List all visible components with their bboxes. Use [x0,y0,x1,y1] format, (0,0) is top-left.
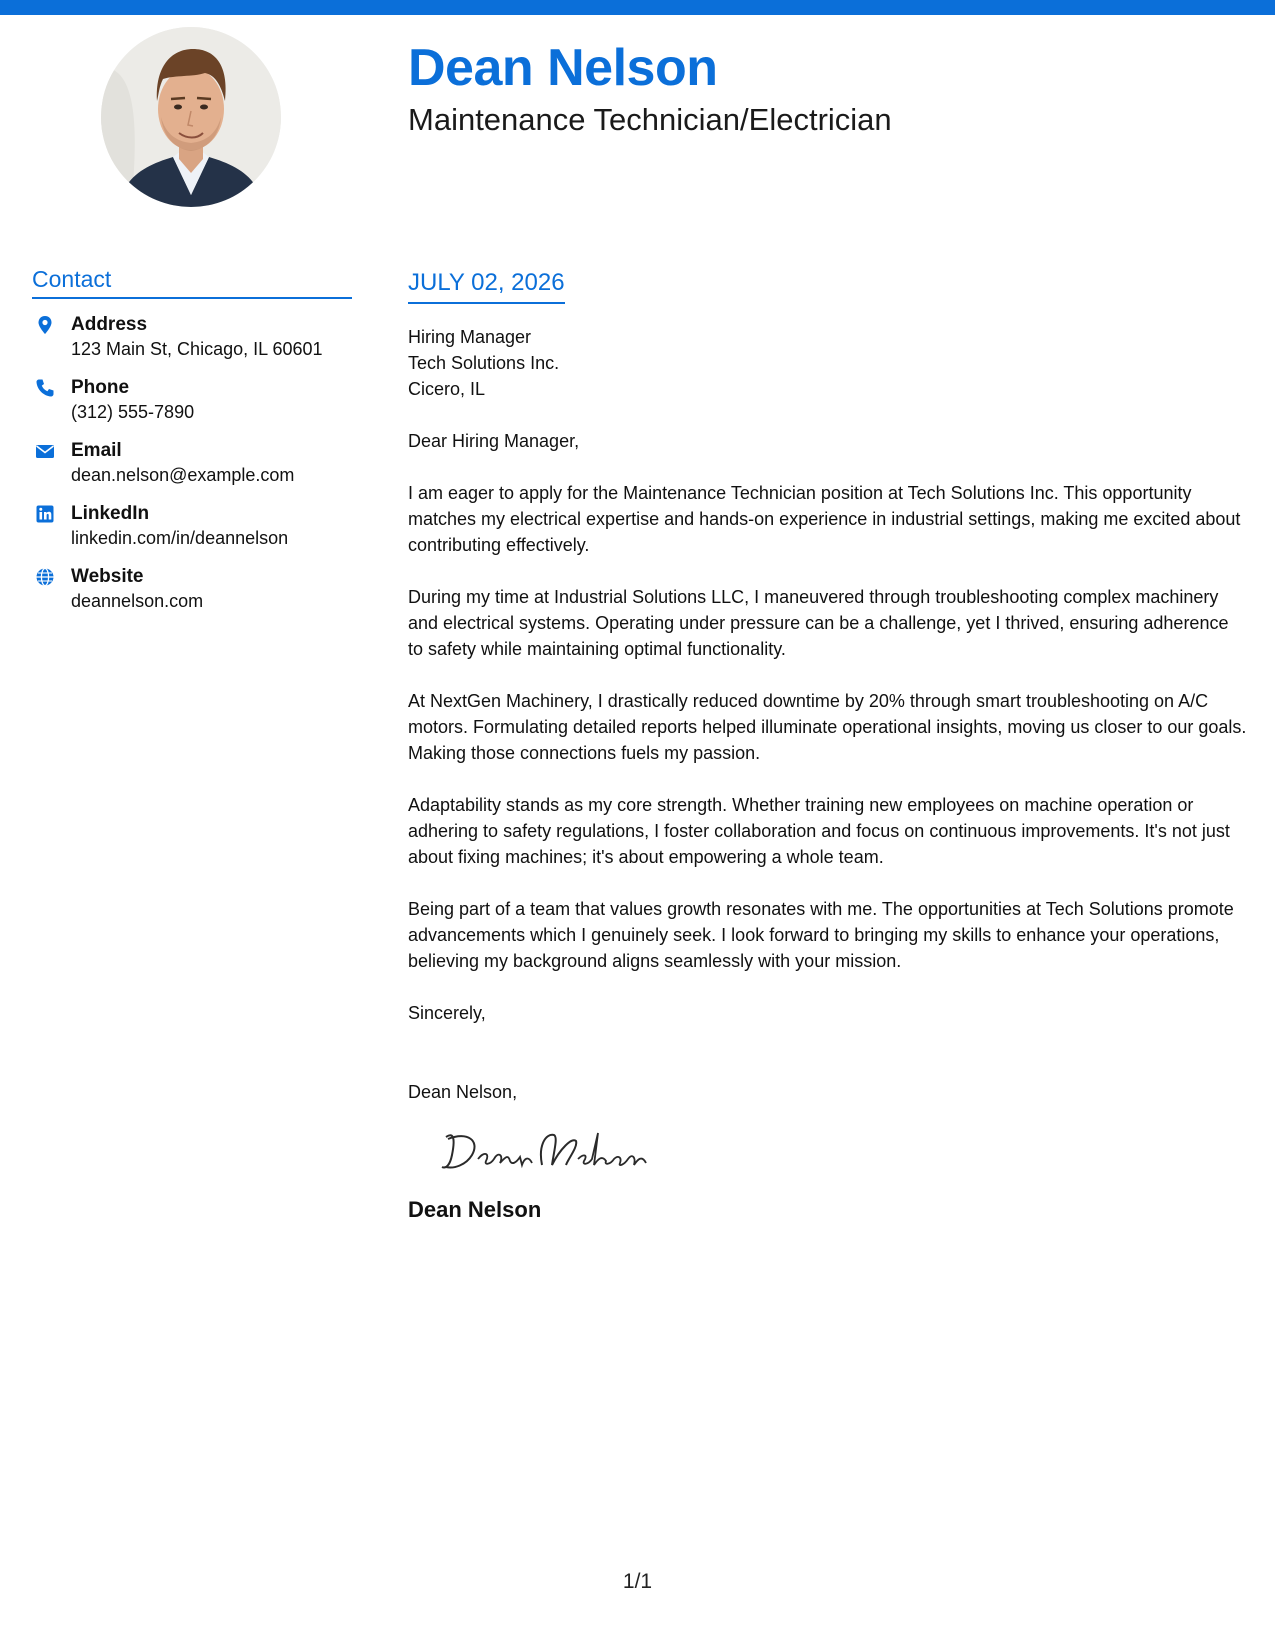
letter-paragraph: I am eager to apply for the Maintenance Technician position at Tech Solutions Inc. This opportunity matches my electrical expertise and hands-on experience in industrial settings, making me excited about contributing effectively. [408,482,1241,555]
recipient-line: Tech Solutions Inc. [408,352,560,373]
salutation: Dear Hiring Manager, [408,430,580,451]
website-value: deannelson.com [71,590,204,611]
letter-paragraph: Being part of a team that values growth resonates with me. The opportunities at Tech Solutions promote advancements which I genuinely seek. I look forward to bringing my skills to enhance your operations, believing my background aligns seamlessly with your mission. [408,898,1234,971]
contact-item-website [32,564,352,627]
linkedin-value: linkedin.com/in/deannelson [71,527,289,548]
phone-value: (312) 555-7890 [71,401,195,422]
globe-icon [35,567,55,587]
linkedin-icon [35,504,55,524]
contact-label: Phone [71,376,130,398]
profile-photo [101,27,281,207]
letter-paragraph: During my time at Industrial Solutions LLC, I maneuvered through troubleshooting complex machinery and electrical systems. Operating under pressure can be a challenge, yet I thrived, ensuring adherence to safety while maintaining optimal functionality. [408,586,1229,659]
recipient-line: Cicero, IL [408,378,486,399]
contact-item-phone [32,375,352,438]
candidate-name: Dean Nelson [408,39,718,97]
letter-date: JULY 02, 2026 [408,269,565,304]
printed-name: Dean Nelson [408,1196,542,1222]
recipient-line: Hiring Manager [408,326,532,347]
envelope-icon [35,441,55,461]
letter-paragraph: Adaptability stands as my core strength. Whether training new employees on machine operation or adhering to safety regulations, I foster collaboration and focus on continuous improvements. It's not just about fixing machines; it's about empowering a whole team. [408,794,1230,867]
contact-item-linkedin [32,501,352,564]
job-title: Maintenance Technician/Electrician [408,102,892,137]
contact-label: Email [71,439,122,461]
contact-item-email [32,438,352,501]
page-number: 1/1 [622,1570,653,1593]
recipient-block [408,324,1248,402]
sign-off-name: Dean Nelson, [408,1081,518,1102]
contact-list [32,312,352,627]
handwritten-signature [438,1125,658,1177]
closing: Sincerely, [408,1002,486,1023]
phone-icon [35,378,55,398]
contact-sidebar [32,266,352,627]
letter-paragraph: At NextGen Machinery, I drastically reduced downtime by 20% through smart troubleshooting on A/C motors. Formulating detailed reports helped illuminate operational insights, moving us closer to our goals. Making those connections fuels my passion. [408,690,1247,763]
contact-heading: Contact [32,266,352,299]
contact-label: LinkedIn [71,502,150,524]
letter-body [408,269,1248,1224]
contact-label: Address [71,313,148,335]
location-pin-icon [35,315,55,335]
address-value: 123 Main St, Chicago, IL 60601 [71,338,323,359]
contact-item-address [32,312,352,375]
top-accent-bar [0,0,1275,15]
contact-label: Website [71,565,144,587]
email-value: dean.nelson@example.com [71,464,295,485]
